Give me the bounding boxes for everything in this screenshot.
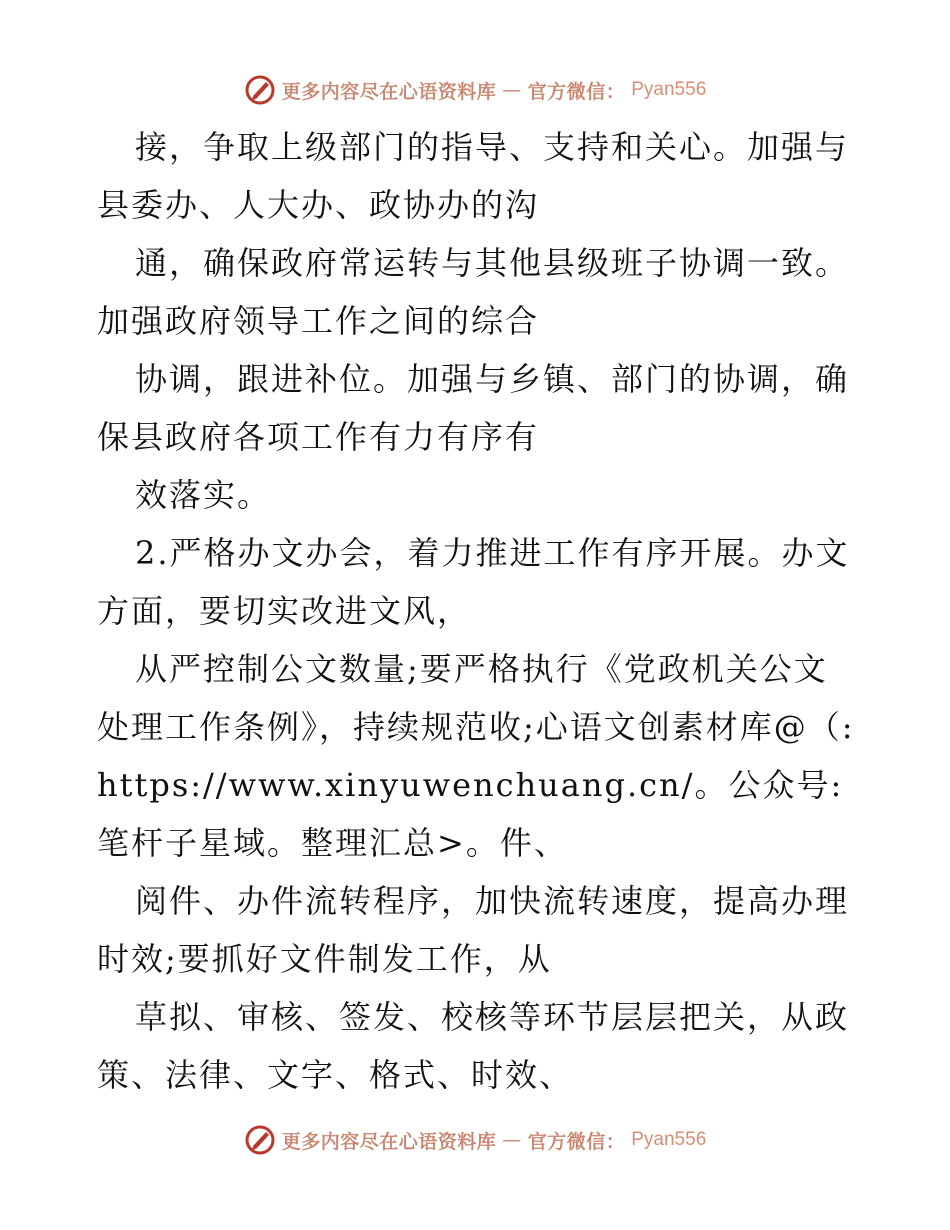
watermark-main-text: 更多内容尽在心语资料库 bbox=[281, 1130, 497, 1153]
watermark-wechat-label: 官方微信： bbox=[527, 1130, 626, 1153]
paragraph: 从严控制公文数量;要严格执行《党政机关公文处理工作条例》，持续规范收;心语文创素材库@（: https://www.xinyuwenchuang.cn/。公众号:笔杆子星域。整理汇总>。件、 bbox=[97, 650, 855, 862]
paragraph: 阅件、办件流转程序，加快流转速度，提高办理时效;要抓好文件制发工作，从 bbox=[97, 882, 850, 978]
quill-logo-icon bbox=[244, 1124, 276, 1156]
paragraph: 接，争取上级部门的指导、支持和关心。加强与县委办、人大办、政协办的沟 bbox=[97, 128, 850, 224]
watermark-wechat-label: 官方微信： bbox=[527, 80, 626, 103]
quill-logo-icon bbox=[244, 74, 276, 106]
header-watermark bbox=[0, 72, 950, 108]
paragraph: 2.严格办文办会，着力推进工作有序开展。办文方面，要切实改进文风， bbox=[97, 534, 850, 630]
paragraph: 草拟、审核、签发、校核等环节层层把关，从政策、法律、文字、格式、时效、 bbox=[97, 998, 850, 1094]
paragraph: 通，确保政府常运转与其他县级班子协调一致。加强政府领导工作之间的综合 bbox=[97, 244, 850, 340]
paragraph: 效落实。 bbox=[135, 476, 272, 514]
paragraph: 协调，跟进补位。加强与乡镇、部门的协调，确保县政府各项工作有力有序有 bbox=[97, 360, 850, 456]
document-body bbox=[97, 118, 857, 1104]
watermark-separator: — bbox=[502, 1129, 522, 1151]
watermark-separator: — bbox=[502, 79, 522, 101]
watermark-wechat-id: Pyan556 bbox=[631, 1129, 707, 1150]
footer-watermark bbox=[0, 1122, 950, 1158]
watermark-main-text: 更多内容尽在心语资料库 bbox=[281, 80, 497, 103]
watermark-wechat-id: Pyan556 bbox=[631, 79, 707, 100]
